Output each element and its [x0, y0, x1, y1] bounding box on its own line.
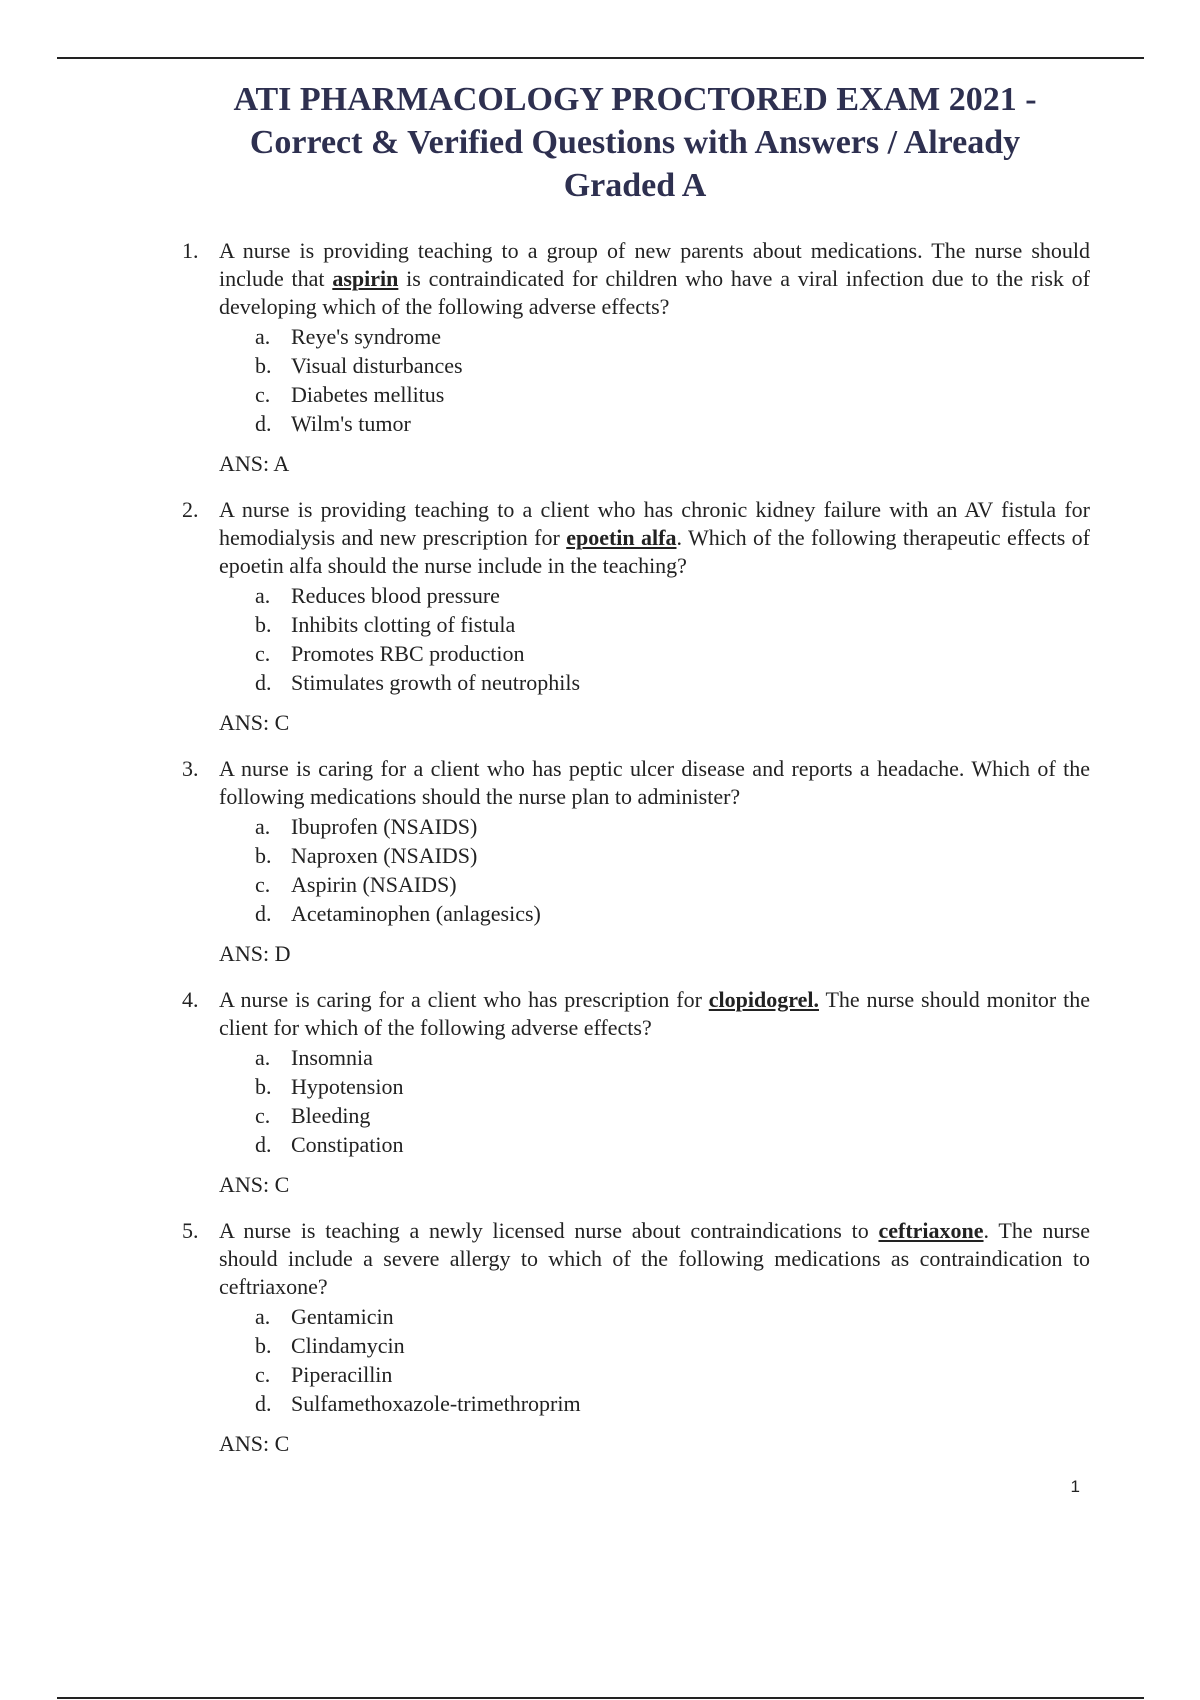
question-number: 3. [182, 756, 199, 781]
answer-option: c. Promotes RBC production [255, 641, 525, 666]
answer-options [255, 322, 1090, 438]
answer-option: a. Reye's syndrome [255, 324, 441, 349]
answer-key: ANS: C [219, 1431, 290, 1456]
question [170, 1217, 1090, 1458]
title-line: Correct & Verified Questions with Answers / Already [249, 124, 1021, 161]
answer-key: ANS: A [219, 451, 290, 476]
answer-option: c. Piperacillin [255, 1362, 393, 1387]
title-line: ATI PHARMACOLOGY PROCTORED EXAM 2021 - [233, 81, 1037, 118]
question-number: 1. [182, 238, 199, 263]
answer-option: b. Clindamycin [255, 1333, 405, 1358]
drug-name: clopidogrel. [708, 987, 819, 1012]
question-number: 2. [182, 497, 199, 522]
answer-option: d. Wilm's tumor [255, 411, 411, 436]
top-rule [57, 57, 1144, 59]
answer-key: ANS: D [219, 941, 291, 966]
answer-key: ANS: C [219, 1172, 290, 1197]
title-line: Graded A [563, 167, 707, 204]
answer-option: a. Gentamicin [255, 1304, 394, 1329]
answer-option: a. Insomnia [255, 1045, 373, 1070]
drug-name: ceftriaxone [878, 1218, 984, 1243]
question-number: 4. [182, 987, 199, 1012]
answer-option: a. Reduces blood pressure [255, 583, 500, 608]
answer-option: c. Diabetes mellitus [255, 382, 445, 407]
question [170, 496, 1090, 737]
answer-options [255, 581, 1090, 697]
drug-name: epoetin alfa [566, 525, 677, 550]
answer-option: d. Sulfamethoxazole-trimethroprim [255, 1391, 581, 1416]
question [170, 986, 1090, 1199]
question-text: A nurse is providing teaching to a group of new parents about medications. The nurse should include that aspirin is contraindicated for children who have a viral infection due to the risk of developing which of the following adverse effects? [219, 238, 1091, 319]
answer-option: d. Acetaminophen (anlagesics) [255, 901, 541, 926]
answer-option: b. Visual disturbances [255, 353, 463, 378]
page-title [150, 78, 1120, 207]
question-text: A nurse is caring for a client who has peptic ulcer disease and reports a headache. Which of the following medications should the nurse plan to administer? [219, 756, 1090, 809]
answer-option: b. Inhibits clotting of fistula [255, 612, 516, 637]
answer-options [255, 812, 1090, 928]
answer-options [255, 1043, 1090, 1159]
page-number: 1 [1070, 1477, 1080, 1496]
answer-option: b. Naproxen (NSAIDS) [255, 843, 478, 868]
answer-options [255, 1302, 1090, 1418]
question-text: A nurse is teaching a newly licensed nurse about contraindications to ceftriaxone. The nurse should include a severe allergy to which of the following medications as contraindication to ceftriaxone? [219, 1218, 1090, 1299]
question [170, 755, 1090, 968]
question-number: 5. [182, 1218, 199, 1243]
question-text: A nurse is caring for a client who has prescription for clopidogrel. The nurse should monitor the client for which of the following adverse effects? [219, 987, 1091, 1040]
answer-option: b. Hypotension [255, 1074, 404, 1099]
answer-key: ANS: C [219, 710, 290, 735]
answer-option: a. Ibuprofen (NSAIDS) [255, 814, 478, 839]
drug-name: aspirin [332, 266, 399, 291]
question [170, 237, 1090, 478]
answer-option: c. Bleeding [255, 1103, 371, 1128]
question-list [170, 237, 1090, 1476]
question-text: A nurse is providing teaching to a client who has chronic kidney failure with an AV fistula for hemodialysis and new prescription for epoetin alfa. Which of the following therapeutic effects of epoetin alfa should the nurse include in the teaching? [219, 497, 1090, 578]
answer-option: d. Constipation [255, 1132, 404, 1157]
answer-option: c. Aspirin (NSAIDS) [255, 872, 457, 897]
bottom-rule [57, 1697, 1144, 1699]
answer-option: d. Stimulates growth of neutrophils [255, 670, 581, 695]
